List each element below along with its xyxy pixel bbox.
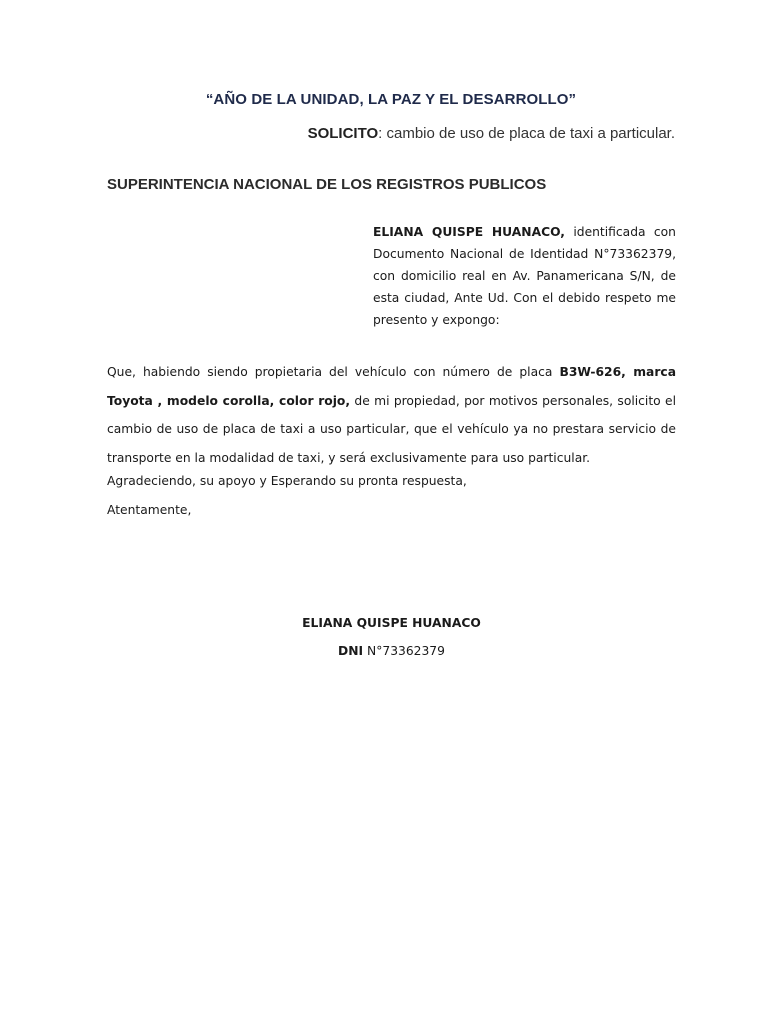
- applicant-name: ELIANA QUISPE HUANACO,: [373, 225, 565, 239]
- request-text: : cambio de uso de placa de taxi a particular.: [378, 125, 675, 142]
- signature-name: ELIANA QUISPE HUANACO: [302, 616, 481, 630]
- body-paragraph: [107, 358, 676, 472]
- closing-line: Atentamente,: [107, 503, 192, 517]
- body-text-end: de mi propiedad, por motivos personales, solicito el cambio de uso de placa de taxi a uso particular, que el vehículo ya no prestara servicio de transporte en la modalidad de taxi, y será exclusivamente para uso particular.: [107, 393, 677, 465]
- dni-label: DNI: [338, 644, 364, 658]
- signature-dni: [107, 644, 676, 658]
- intro-text: identificada con Documento Nacional de Identidad N°73362379, con domicilio real en Av. Panamericana S/N, de esta ciudad, Ante Ud. Con el debido respeto me presento y expongo:: [373, 225, 676, 327]
- addressee: SUPERINTENCIA NACIONAL DE LOS REGISTROS PUBLICOS: [107, 176, 547, 193]
- year-title: “AÑO DE LA UNIDAD, LA PAZ Y EL DESARROLLO”: [205, 91, 577, 108]
- intro-paragraph: [373, 221, 676, 331]
- thanks-line: Agradeciendo, su apoyo y Esperando su pronta respuesta,: [107, 474, 467, 488]
- request-subject: [308, 125, 675, 142]
- body-text-start: Que, habiendo siendo propietaria del vehículo con número de placa: [107, 365, 560, 379]
- dni-value: N°73362379: [363, 644, 445, 658]
- vehicle-details: B3W-626, marca Toyota , modelo corolla, color rojo,: [107, 365, 676, 408]
- request-label: SOLICITO: [307, 125, 379, 142]
